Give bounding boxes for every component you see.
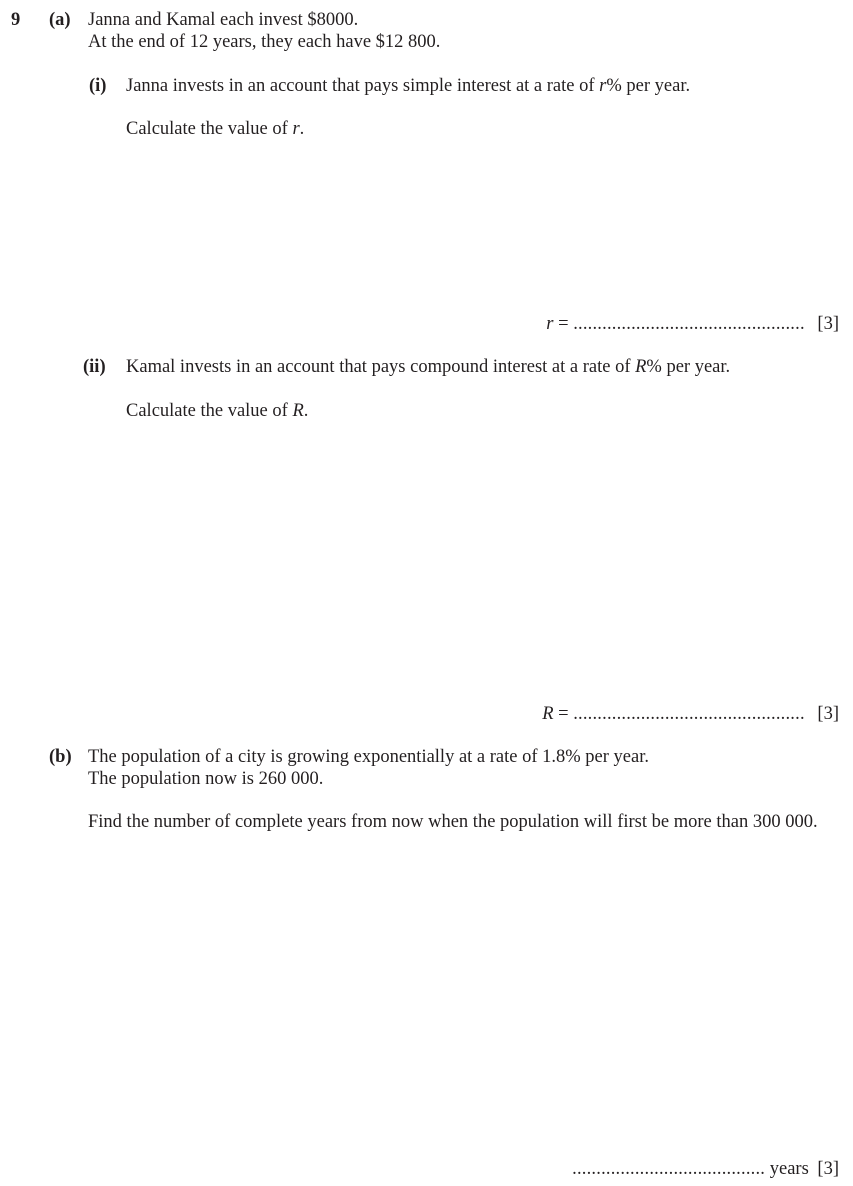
sub-ii-marks: [3]	[817, 704, 839, 724]
sub-i-answer-line	[546, 313, 839, 335]
sub-ii-variable: R	[635, 357, 647, 377]
part-a-line1: Janna and Kamal each invest $8000.	[88, 10, 359, 30]
sub-i-instruction-after: .	[299, 119, 305, 139]
sub-i-answer-field[interactable]: ................................................	[573, 314, 805, 334]
sub-i-answer-eq: =	[553, 314, 574, 334]
sub-i-text-after: % per year.	[606, 76, 691, 96]
sub-ii-label: (ii)	[83, 357, 106, 377]
part-b-answer-line	[572, 1158, 839, 1180]
part-b-line2: The population now is 260 000.	[88, 769, 324, 789]
sub-ii-instruction	[126, 400, 308, 422]
sub-ii-instruction-before: Calculate the value of	[126, 401, 293, 421]
sub-i-variable: r	[599, 76, 607, 96]
part-a-line2: At the end of 12 years, they each have $12 800.	[88, 32, 441, 52]
sub-ii-instruction-var: R	[292, 401, 304, 421]
sub-ii-answer-field[interactable]: ................................................	[573, 704, 805, 724]
sub-i-instruction-var: r	[292, 119, 300, 139]
sub-i-instruction	[126, 118, 304, 140]
sub-ii-statement	[126, 356, 730, 378]
sub-ii-instruction-after: .	[303, 401, 309, 421]
sub-ii-text-after: % per year.	[646, 357, 731, 377]
sub-i-marks: [3]	[817, 314, 839, 334]
part-b-instruction: Find the number of complete years from now when the population will first be more than 300 000.	[88, 812, 818, 832]
part-b-label: (b)	[49, 747, 72, 767]
sub-ii-answer-var: R	[542, 704, 554, 724]
sub-ii-answer-line	[542, 703, 839, 725]
part-a-label: (a)	[49, 10, 71, 30]
part-b-line1: The population of a city is growing exponentially at a rate of 1.8% per year.	[88, 747, 649, 767]
sub-i-text-before: Janna invests in an account that pays simple interest at a rate of	[126, 76, 600, 96]
sub-i-answer-var: r	[546, 314, 554, 334]
sub-ii-text-before: Kamal invests in an account that pays compound interest at a rate of	[126, 357, 636, 377]
sub-i-label: (i)	[89, 76, 107, 96]
question-number: 9	[11, 10, 21, 30]
part-b-answer-unit: years	[765, 1159, 809, 1179]
part-b-answer-field[interactable]: ........................................	[572, 1159, 766, 1179]
sub-i-statement	[126, 75, 690, 97]
sub-i-instruction-before: Calculate the value of	[126, 119, 293, 139]
part-b-marks: [3]	[817, 1159, 839, 1179]
sub-ii-answer-eq: =	[553, 704, 574, 724]
